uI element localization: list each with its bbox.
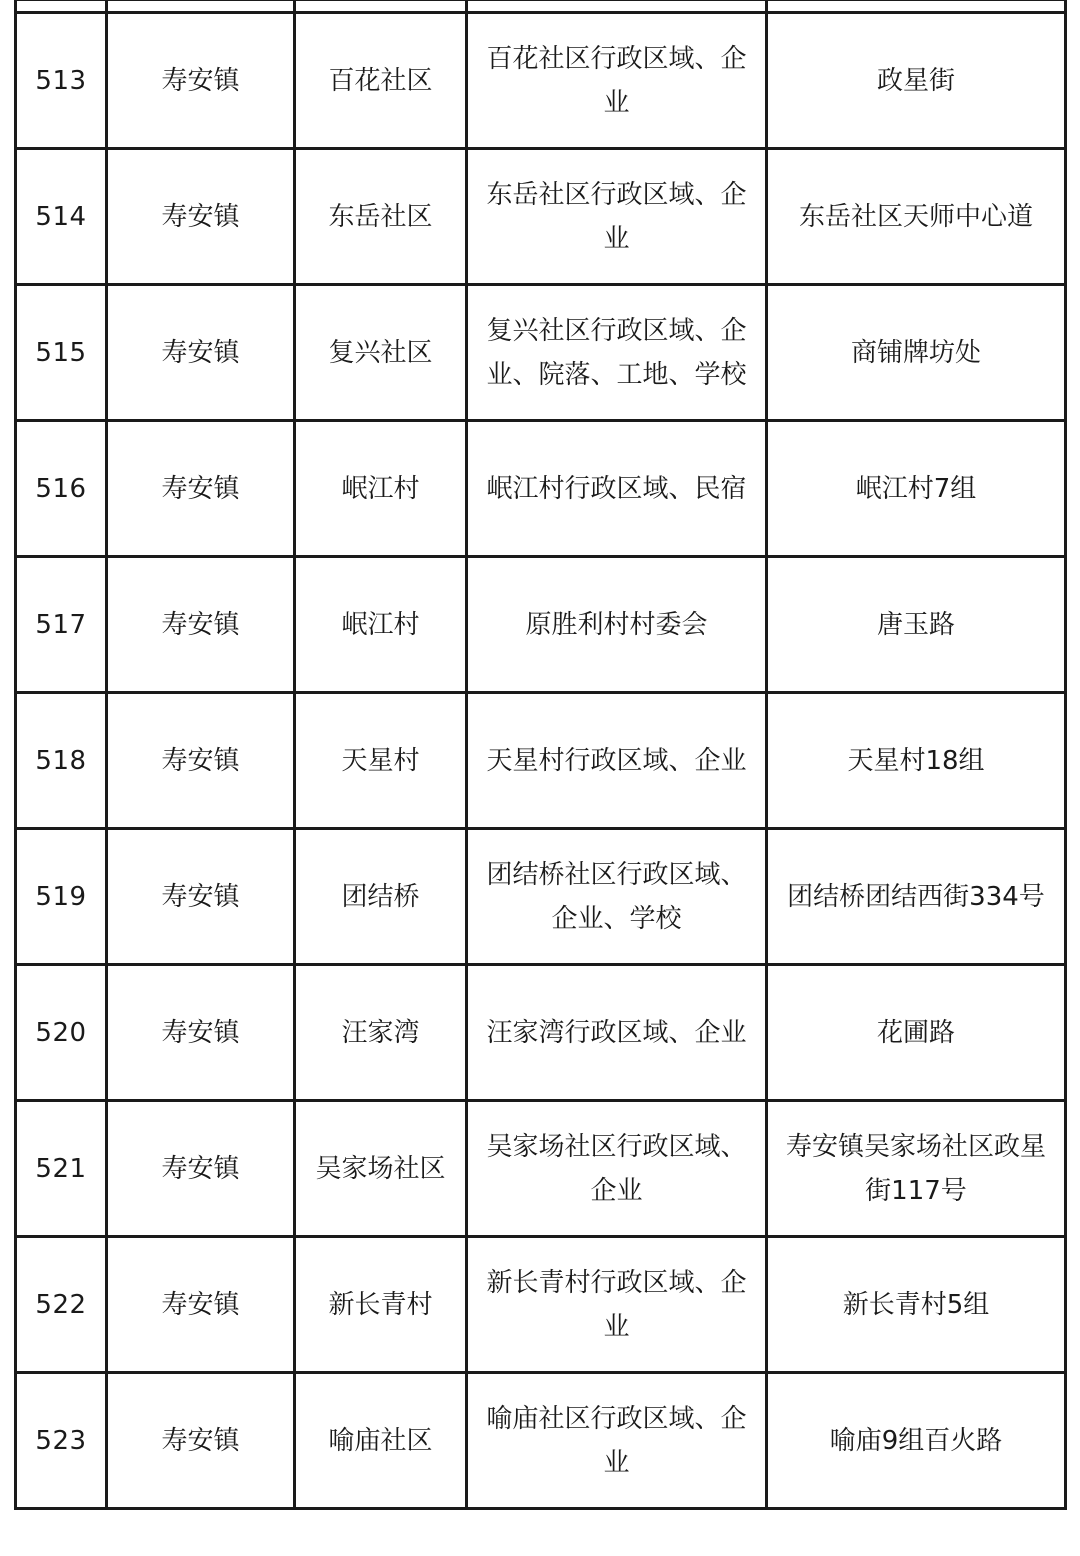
- table-row: [16, 829, 1066, 965]
- table-container: [14, 0, 1064, 1510]
- table-row: [16, 421, 1066, 557]
- data-table: [14, 0, 1067, 1510]
- town-cell: 寿安镇: [107, 149, 295, 285]
- table-row: [16, 1237, 1066, 1373]
- table-row: [16, 557, 1066, 693]
- scope-cell: 岷江村行政区域、民宿: [467, 421, 767, 557]
- location-cell: 唐玉路: [767, 557, 1066, 693]
- town-cell: 寿安镇: [107, 1237, 295, 1373]
- town-cell: 寿安镇: [107, 1373, 295, 1509]
- table-row: [16, 1373, 1066, 1509]
- scope-cell: 汪家湾行政区域、企业: [467, 965, 767, 1101]
- town-cell: 寿安镇: [107, 421, 295, 557]
- community-cell: 新长青村: [295, 1237, 467, 1373]
- town-cell: 寿安镇: [107, 13, 295, 149]
- community-cell: 团结桥: [295, 829, 467, 965]
- location-cell: 花圃路: [767, 965, 1066, 1101]
- row-number-cell: 516: [16, 421, 107, 557]
- scope-cell: 喻庙社区行政区域、企业: [467, 1373, 767, 1509]
- scope-cell: 团结桥社区行政区域、企业、学校: [467, 829, 767, 965]
- location-cell: 政星街: [767, 13, 1066, 149]
- scope-cell: 吴家场社区行政区域、企业: [467, 1101, 767, 1237]
- row-number-cell: 522: [16, 1237, 107, 1373]
- community-cell: 百花社区: [295, 13, 467, 149]
- table-row: [16, 1101, 1066, 1237]
- location-cell: 新长青村5组: [767, 1237, 1066, 1373]
- community-cell: 吴家场社区: [295, 1101, 467, 1237]
- town-cell: 寿安镇: [107, 693, 295, 829]
- row-number-cell: 519: [16, 829, 107, 965]
- scope-cell: 天星村行政区域、企业: [467, 693, 767, 829]
- location-cell: 东岳社区天师中心道: [767, 149, 1066, 285]
- scope-cell: 新长青村行政区域、企业: [467, 1237, 767, 1373]
- row-number-cell: 517: [16, 557, 107, 693]
- table-cell-empty: [467, 0, 767, 13]
- table-cell-empty: [107, 0, 295, 13]
- community-cell: 东岳社区: [295, 149, 467, 285]
- table-body: [16, 0, 1066, 1509]
- table-row: [16, 285, 1066, 421]
- location-cell: 喻庙9组百火路: [767, 1373, 1066, 1509]
- row-number-cell: 514: [16, 149, 107, 285]
- location-cell: 团结桥团结西街334号: [767, 829, 1066, 965]
- location-cell: 天星村18组: [767, 693, 1066, 829]
- town-cell: 寿安镇: [107, 1101, 295, 1237]
- table-row-partial: [16, 0, 1066, 13]
- scope-cell: 原胜利村村委会: [467, 557, 767, 693]
- town-cell: 寿安镇: [107, 829, 295, 965]
- town-cell: 寿安镇: [107, 965, 295, 1101]
- table-cell-empty: [295, 0, 467, 13]
- row-number-cell: 515: [16, 285, 107, 421]
- community-cell: 汪家湾: [295, 965, 467, 1101]
- row-number-cell: 523: [16, 1373, 107, 1509]
- row-number-cell: 520: [16, 965, 107, 1101]
- scope-cell: 东岳社区行政区域、企业: [467, 149, 767, 285]
- community-cell: 岷江村: [295, 557, 467, 693]
- scope-cell: 复兴社区行政区域、企业、院落、工地、学校: [467, 285, 767, 421]
- table-row: [16, 149, 1066, 285]
- scope-cell: 百花社区行政区域、企业: [467, 13, 767, 149]
- table-row: [16, 693, 1066, 829]
- community-cell: 喻庙社区: [295, 1373, 467, 1509]
- town-cell: 寿安镇: [107, 557, 295, 693]
- community-cell: 复兴社区: [295, 285, 467, 421]
- community-cell: 天星村: [295, 693, 467, 829]
- table-row: [16, 13, 1066, 149]
- row-number-cell: 518: [16, 693, 107, 829]
- location-cell: 寿安镇吴家场社区政星街117号: [767, 1101, 1066, 1237]
- location-cell: 商铺牌坊处: [767, 285, 1066, 421]
- community-cell: 岷江村: [295, 421, 467, 557]
- location-cell: 岷江村7组: [767, 421, 1066, 557]
- table-cell-empty: [767, 0, 1066, 13]
- row-number-cell: 513: [16, 13, 107, 149]
- row-number-cell: 521: [16, 1101, 107, 1237]
- table-row: [16, 965, 1066, 1101]
- table-cell-empty: [16, 0, 107, 13]
- town-cell: 寿安镇: [107, 285, 295, 421]
